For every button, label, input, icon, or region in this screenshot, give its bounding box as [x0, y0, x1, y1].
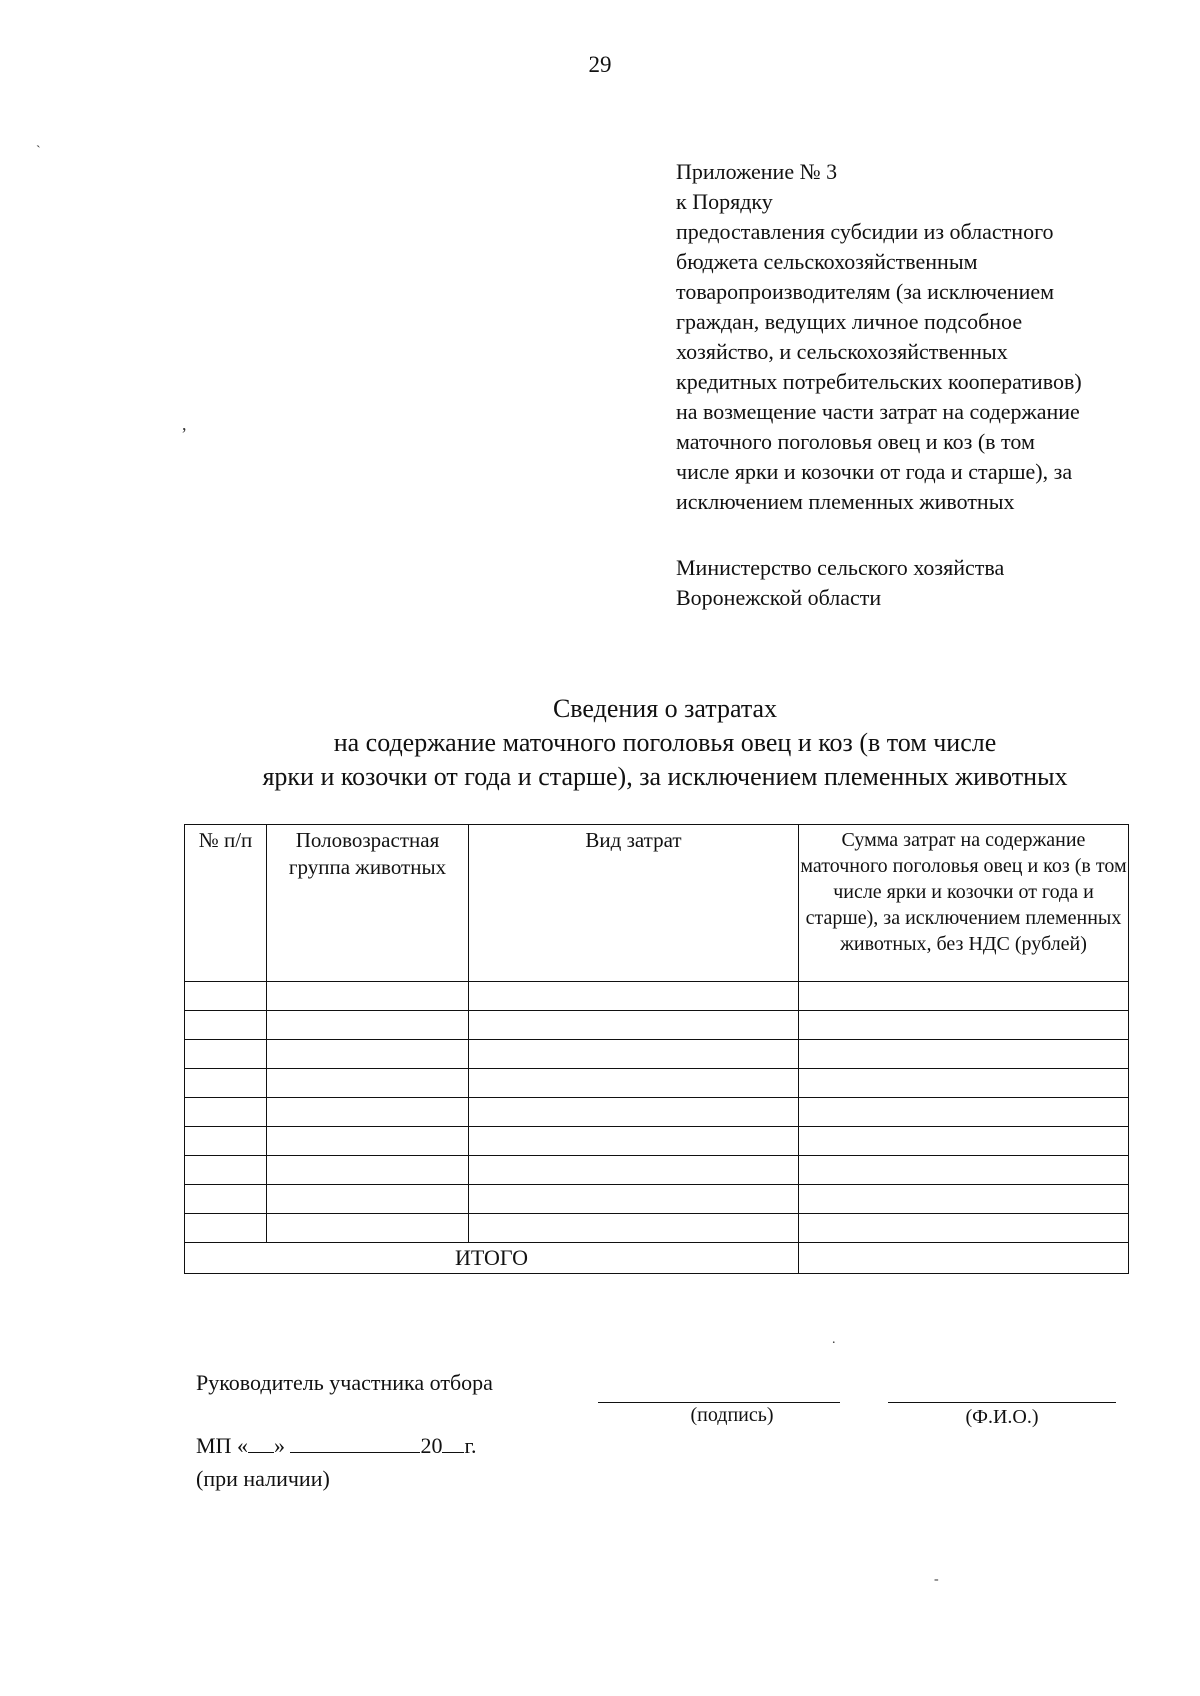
scan-speck: ` — [36, 144, 41, 159]
row-group-cell[interactable] — [267, 1156, 469, 1185]
appendix-line: предоставления субсидии из областного — [676, 219, 1054, 244]
header-animal-group: Половозрастная группа животных — [267, 825, 469, 982]
title-line: ярки и козочки от года и старше), за исключением племенных животных — [262, 762, 1068, 791]
row-sum-cell[interactable] — [799, 1011, 1129, 1040]
table-row — [185, 1098, 1129, 1127]
row-num-cell[interactable] — [185, 1127, 267, 1156]
appendix-line: исключением племенных животных — [676, 489, 1015, 514]
appendix-line: числе ярки и козочки от года и старше), за — [676, 459, 1073, 484]
row-cost-type-cell[interactable] — [469, 1156, 799, 1185]
appendix-line: граждан, ведущих личное подсобное — [676, 309, 1023, 334]
appendix-line: на возмещение части затрат на содержание — [676, 399, 1080, 424]
appendix-line: Приложение № 3 — [676, 159, 838, 184]
month-blank[interactable] — [290, 1432, 420, 1453]
table-row — [185, 1156, 1129, 1185]
ministry-line: Воронежской области — [676, 585, 882, 610]
costs-table — [184, 824, 1129, 1274]
year-suffix: г. — [464, 1433, 477, 1458]
stamp-date-line — [196, 1432, 477, 1459]
row-num-cell[interactable] — [185, 1214, 267, 1243]
appendix-line: кредитных потребительских кооперативов) — [676, 369, 1082, 394]
row-num-cell[interactable] — [185, 1185, 267, 1214]
scan-speck: , — [182, 414, 187, 434]
row-group-cell[interactable] — [267, 1214, 469, 1243]
ministry-line: Министерство сельского хозяйства — [676, 555, 1005, 580]
row-sum-cell[interactable] — [799, 1069, 1129, 1098]
table-header-row — [185, 825, 1129, 982]
head-label: Руководитель участника отбора — [196, 1370, 493, 1395]
header-num: № п/п — [185, 825, 267, 982]
row-group-cell[interactable] — [267, 982, 469, 1011]
scan-speck: - — [934, 1572, 939, 1587]
row-sum-cell[interactable] — [799, 1185, 1129, 1214]
row-group-cell[interactable] — [267, 1127, 469, 1156]
scan-speck: . — [832, 1332, 836, 1347]
row-cost-type-cell[interactable] — [469, 1069, 799, 1098]
day-blank[interactable] — [248, 1432, 274, 1453]
table-row — [185, 1127, 1129, 1156]
row-group-cell[interactable] — [267, 1185, 469, 1214]
row-sum-cell[interactable] — [799, 1156, 1129, 1185]
row-num-cell[interactable] — [185, 1040, 267, 1069]
row-sum-cell[interactable] — [799, 1127, 1129, 1156]
page-number: 29 — [588, 52, 612, 77]
row-num-cell[interactable] — [185, 982, 267, 1011]
appendix-line: маточного поголовья овец и коз (в том — [676, 429, 1035, 454]
table-row — [185, 1214, 1129, 1243]
year-prefix: 20 — [420, 1433, 443, 1458]
row-group-cell[interactable] — [267, 1069, 469, 1098]
appendix-line: хозяйство, и сельскохозяйственных — [676, 339, 1008, 364]
row-cost-type-cell[interactable] — [469, 982, 799, 1011]
document-title — [0, 692, 1200, 794]
row-cost-type-cell[interactable] — [469, 1040, 799, 1069]
appendix-line: к Порядку — [676, 189, 773, 214]
title-line: на содержание маточного поголовья овец и коз (в том числе — [333, 728, 997, 757]
total-label: ИТОГО — [185, 1243, 799, 1274]
mp-quote-close: » — [273, 1433, 285, 1458]
header-cost-sum: Сумма затрат на содержание маточного поголовья овец и коз (в том числе ярки и козочки от года и старше), за исключением племенных животных, без НДС (рублей) — [799, 825, 1129, 982]
mp-prefix: МП « — [196, 1433, 248, 1458]
row-num-cell[interactable] — [185, 1011, 267, 1040]
row-num-cell[interactable] — [185, 1156, 267, 1185]
row-cost-type-cell[interactable] — [469, 1185, 799, 1214]
signature-caption: (подпись) — [690, 1404, 774, 1426]
if-any-note: (при наличии) — [196, 1466, 330, 1491]
appendix-line: бюджета сельскохозяйственным — [676, 249, 978, 274]
row-num-cell[interactable] — [185, 1069, 267, 1098]
year-blank[interactable] — [442, 1432, 464, 1453]
table-row — [185, 1185, 1129, 1214]
table-row — [185, 1040, 1129, 1069]
signature-line[interactable] — [598, 1402, 840, 1403]
row-sum-cell[interactable] — [799, 1040, 1129, 1069]
row-cost-type-cell[interactable] — [469, 1127, 799, 1156]
row-group-cell[interactable] — [267, 1098, 469, 1127]
table-body — [185, 982, 1129, 1274]
name-line[interactable] — [888, 1402, 1116, 1403]
row-sum-cell[interactable] — [799, 1214, 1129, 1243]
total-sum-cell[interactable] — [799, 1243, 1129, 1274]
row-group-cell[interactable] — [267, 1011, 469, 1040]
row-sum-cell[interactable] — [799, 1098, 1129, 1127]
row-cost-type-cell[interactable] — [469, 1098, 799, 1127]
table-row — [185, 1069, 1129, 1098]
total-row — [185, 1243, 1129, 1274]
row-num-cell[interactable] — [185, 1098, 267, 1127]
appendix-block — [676, 157, 1176, 517]
name-caption: (Ф.И.О.) — [965, 1406, 1039, 1428]
row-group-cell[interactable] — [267, 1040, 469, 1069]
appendix-line: товаропроизводителям (за исключением — [676, 279, 1055, 304]
table-row — [185, 1011, 1129, 1040]
row-cost-type-cell[interactable] — [469, 1011, 799, 1040]
table-row — [185, 982, 1129, 1011]
header-cost-type: Вид затрат — [469, 825, 799, 982]
title-line: Сведения о затратах — [552, 694, 778, 723]
ministry-addressee — [676, 553, 1176, 613]
row-sum-cell[interactable] — [799, 982, 1129, 1011]
row-cost-type-cell[interactable] — [469, 1214, 799, 1243]
